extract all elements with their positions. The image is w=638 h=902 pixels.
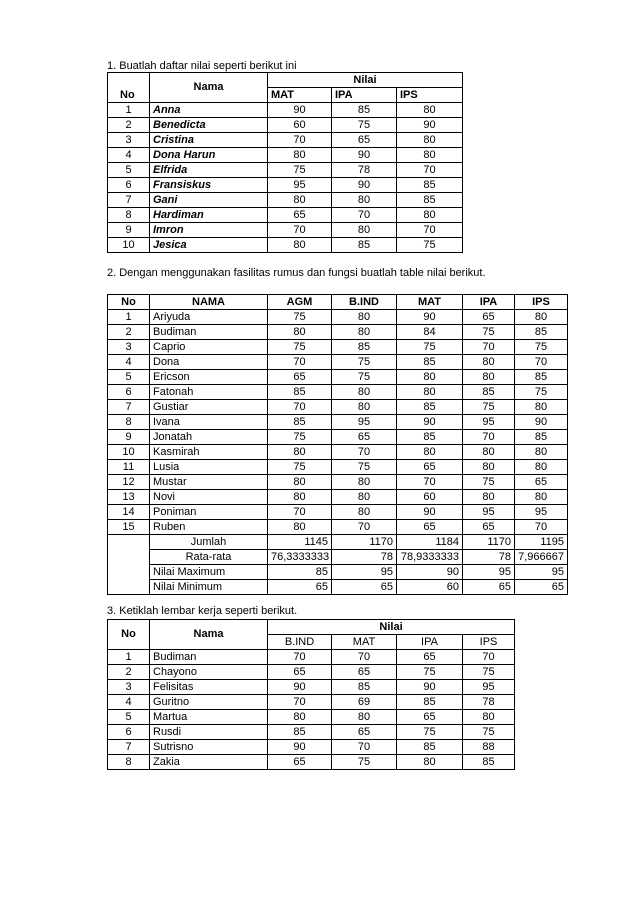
score-bind: 80 — [332, 505, 397, 520]
table-row — [108, 133, 463, 148]
row-number: 9 — [108, 430, 150, 445]
table-row — [108, 370, 568, 385]
summary-bind: 78 — [332, 550, 397, 565]
row-number: 5 — [108, 163, 150, 178]
score-bind: 80 — [268, 710, 332, 725]
row-number: 10 — [108, 445, 150, 460]
table-row — [108, 103, 463, 118]
score-ipa: 85 — [332, 103, 397, 118]
score-mat: 75 — [397, 340, 463, 355]
col-header-bind: B.IND — [332, 295, 397, 310]
summary-bind: 65 — [332, 580, 397, 595]
row-number: 7 — [108, 400, 150, 415]
score-ipa: 85 — [397, 740, 463, 755]
summary-ips: 1195 — [515, 535, 568, 550]
summary-agm: 85 — [268, 565, 332, 580]
score-agm: 85 — [268, 385, 332, 400]
summary-label: Jumlah — [150, 535, 268, 550]
summary-agm: 1145 — [268, 535, 332, 550]
table-row — [108, 445, 568, 460]
score-ipa: 75 — [463, 400, 515, 415]
summary-bind: 1170 — [332, 535, 397, 550]
summary-mat: 60 — [397, 580, 463, 595]
table-row — [108, 400, 568, 415]
row-number: 1 — [108, 650, 150, 665]
table-row — [108, 710, 515, 725]
score-ips: 90 — [515, 415, 568, 430]
score-bind: 70 — [268, 695, 332, 710]
col-header-ips: IPS — [515, 295, 568, 310]
score-agm: 70 — [268, 355, 332, 370]
score-bind: 80 — [332, 400, 397, 415]
row-number: 7 — [108, 193, 150, 208]
score-bind: 85 — [268, 725, 332, 740]
row-number: 13 — [108, 490, 150, 505]
score-mat: 95 — [268, 178, 332, 193]
score-mat: 90 — [268, 103, 332, 118]
score-agm: 75 — [268, 310, 332, 325]
score-ipa: 65 — [463, 310, 515, 325]
score-ipa: 65 — [397, 650, 463, 665]
score-bind: 90 — [268, 740, 332, 755]
student-name: Dona Harun — [150, 148, 268, 163]
score-mat: 85 — [397, 400, 463, 415]
score-ipa: 90 — [332, 178, 397, 193]
score-ips: 95 — [463, 680, 515, 695]
score-mat: 69 — [332, 695, 397, 710]
row-number: 2 — [108, 325, 150, 340]
row-number: 5 — [108, 370, 150, 385]
row-number: 10 — [108, 238, 150, 253]
table-row — [108, 118, 463, 133]
score-bind: 70 — [268, 650, 332, 665]
score-mat: 70 — [397, 475, 463, 490]
student-name: Guritno — [150, 695, 268, 710]
col-header-nilai: Nilai — [268, 620, 515, 635]
section3-heading: 3. Ketiklah lembar kerja seperti berikut. — [107, 605, 298, 617]
student-name: Budiman — [150, 325, 268, 340]
score-ips: 85 — [515, 370, 568, 385]
score-agm: 75 — [268, 430, 332, 445]
score-ipa: 80 — [463, 445, 515, 460]
score-agm: 80 — [268, 445, 332, 460]
score-agm: 75 — [268, 340, 332, 355]
score-bind: 65 — [268, 665, 332, 680]
row-number: 12 — [108, 475, 150, 490]
table-row — [108, 460, 568, 475]
row-number: 15 — [108, 520, 150, 535]
score-ips: 70 — [463, 650, 515, 665]
row-number: 8 — [108, 415, 150, 430]
row-number: 6 — [108, 725, 150, 740]
table-nilai-1 — [107, 72, 463, 253]
student-name: Lusia — [150, 460, 268, 475]
table-row — [108, 680, 515, 695]
col-header-ipa: IPA — [463, 295, 515, 310]
score-ips: 70 — [515, 520, 568, 535]
table-row — [108, 325, 568, 340]
summary-ipa: 95 — [463, 565, 515, 580]
score-ipa: 80 — [332, 223, 397, 238]
row-number: 5 — [108, 710, 150, 725]
score-ipa: 65 — [332, 133, 397, 148]
score-bind: 70 — [332, 520, 397, 535]
score-ips: 78 — [463, 695, 515, 710]
score-ips: 80 — [515, 445, 568, 460]
score-mat: 65 — [397, 520, 463, 535]
table-row — [108, 475, 568, 490]
table-row — [108, 340, 568, 355]
score-ips: 65 — [515, 475, 568, 490]
student-name: Ericson — [150, 370, 268, 385]
score-ipa: 70 — [332, 208, 397, 223]
col-header-no: No — [108, 73, 150, 103]
table-nilai-3 — [107, 619, 515, 770]
table-row — [108, 310, 568, 325]
score-ips: 70 — [397, 223, 463, 238]
blank-cell — [108, 550, 150, 565]
score-mat: 65 — [332, 665, 397, 680]
table-row — [108, 415, 568, 430]
table-row — [108, 238, 463, 253]
student-name: Fransiskus — [150, 178, 268, 193]
score-ips: 85 — [397, 193, 463, 208]
score-bind: 90 — [268, 680, 332, 695]
row-number: 3 — [108, 133, 150, 148]
score-mat: 60 — [268, 118, 332, 133]
score-mat: 80 — [397, 385, 463, 400]
score-ipa: 80 — [463, 460, 515, 475]
summary-ipa: 78 — [463, 550, 515, 565]
score-mat: 85 — [332, 680, 397, 695]
row-number: 3 — [108, 340, 150, 355]
table-row — [108, 385, 568, 400]
table-row — [108, 740, 515, 755]
table-row — [108, 505, 568, 520]
student-name: Kasmirah — [150, 445, 268, 460]
table-row — [108, 695, 515, 710]
score-ipa: 65 — [463, 520, 515, 535]
row-number: 8 — [108, 755, 150, 770]
score-ips: 80 — [397, 148, 463, 163]
student-name: Benedicta — [150, 118, 268, 133]
score-bind: 75 — [332, 370, 397, 385]
score-mat: 75 — [268, 163, 332, 178]
row-number: 6 — [108, 385, 150, 400]
score-ipa: 75 — [332, 118, 397, 133]
score-agm: 65 — [268, 370, 332, 385]
student-name: Zakia — [150, 755, 268, 770]
row-number: 6 — [108, 178, 150, 193]
score-ipa: 95 — [463, 505, 515, 520]
row-number: 2 — [108, 665, 150, 680]
summary-mat: 1184 — [397, 535, 463, 550]
score-ips: 70 — [397, 163, 463, 178]
score-agm: 85 — [268, 415, 332, 430]
score-mat: 65 — [268, 208, 332, 223]
table-nilai-2 — [107, 294, 568, 595]
student-name: Ariyuda — [150, 310, 268, 325]
student-name: Budiman — [150, 650, 268, 665]
student-name: Fatonah — [150, 385, 268, 400]
score-mat: 80 — [397, 445, 463, 460]
score-ips: 80 — [515, 400, 568, 415]
score-mat: 80 — [268, 238, 332, 253]
score-ips: 95 — [515, 505, 568, 520]
row-number: 4 — [108, 355, 150, 370]
score-ips: 75 — [515, 340, 568, 355]
score-mat: 80 — [268, 193, 332, 208]
score-agm: 80 — [268, 475, 332, 490]
row-number: 2 — [108, 118, 150, 133]
section2-heading: 2. Dengan menggunakan fasilitas rumus dan fungsi buatlah table nilai berikut. — [107, 267, 486, 279]
score-mat: 70 — [332, 740, 397, 755]
score-mat: 70 — [268, 133, 332, 148]
score-agm: 80 — [268, 325, 332, 340]
score-ipa: 65 — [397, 710, 463, 725]
col-header-bind: B.IND — [268, 635, 332, 650]
student-name: Poniman — [150, 505, 268, 520]
score-mat: 90 — [397, 505, 463, 520]
score-mat: 90 — [397, 310, 463, 325]
student-name: Felisitas — [150, 680, 268, 695]
score-bind: 85 — [332, 340, 397, 355]
score-ips: 75 — [515, 385, 568, 400]
score-mat: 70 — [332, 650, 397, 665]
summary-row — [108, 580, 568, 595]
summary-ipa: 1170 — [463, 535, 515, 550]
table-row — [108, 223, 463, 238]
table-row — [108, 148, 463, 163]
table-row — [108, 725, 515, 740]
col-header-no: No — [108, 295, 150, 310]
student-name: Mustar — [150, 475, 268, 490]
row-number: 4 — [108, 695, 150, 710]
score-ipa: 80 — [332, 193, 397, 208]
score-ipa: 75 — [463, 475, 515, 490]
score-ips: 80 — [397, 133, 463, 148]
score-ipa: 80 — [463, 370, 515, 385]
score-ips: 90 — [397, 118, 463, 133]
summary-agm: 65 — [268, 580, 332, 595]
score-agm: 70 — [268, 505, 332, 520]
score-ips: 85 — [397, 178, 463, 193]
summary-ips: 65 — [515, 580, 568, 595]
summary-label: Nilai Minimum — [150, 580, 268, 595]
row-number: 1 — [108, 103, 150, 118]
score-ips: 88 — [463, 740, 515, 755]
summary-mat: 90 — [397, 565, 463, 580]
score-mat: 84 — [397, 325, 463, 340]
student-name: Ruben — [150, 520, 268, 535]
score-ips: 80 — [397, 208, 463, 223]
score-ips: 75 — [463, 665, 515, 680]
summary-agm: 76,3333333 — [268, 550, 332, 565]
score-bind: 80 — [332, 325, 397, 340]
blank-cell — [108, 565, 150, 580]
table-row — [108, 178, 463, 193]
score-bind: 80 — [332, 475, 397, 490]
score-ipa: 85 — [332, 238, 397, 253]
student-name: Caprio — [150, 340, 268, 355]
col-header-ips: IPS — [397, 88, 463, 103]
score-ipa: 95 — [463, 415, 515, 430]
summary-ips: 7,966667 — [515, 550, 568, 565]
student-name: Elfrida — [150, 163, 268, 178]
summary-row — [108, 535, 568, 550]
student-name: Anna — [150, 103, 268, 118]
score-ips: 75 — [463, 725, 515, 740]
summary-mat: 78,9333333 — [397, 550, 463, 565]
student-name: Chayono — [150, 665, 268, 680]
col-header-mat: MAT — [332, 635, 397, 650]
student-name: Novi — [150, 490, 268, 505]
score-bind: 75 — [332, 355, 397, 370]
col-header-ipa: IPA — [397, 635, 463, 650]
summary-label: Nilai Maximum — [150, 565, 268, 580]
table-row — [108, 520, 568, 535]
summary-ips: 95 — [515, 565, 568, 580]
row-number: 8 — [108, 208, 150, 223]
score-mat: 65 — [397, 460, 463, 475]
score-agm: 80 — [268, 490, 332, 505]
score-ipa: 75 — [397, 665, 463, 680]
score-ips: 70 — [515, 355, 568, 370]
score-bind: 80 — [332, 490, 397, 505]
student-name: Dona — [150, 355, 268, 370]
row-number: 11 — [108, 460, 150, 475]
student-name: Martua — [150, 710, 268, 725]
score-mat: 80 — [332, 710, 397, 725]
score-mat: 70 — [268, 223, 332, 238]
score-agm: 70 — [268, 400, 332, 415]
table-row — [108, 163, 463, 178]
score-ips: 85 — [515, 430, 568, 445]
section1-heading: 1. Buatlah daftar nilai seperti berikut ini — [107, 60, 297, 72]
summary-label: Rata-rata — [150, 550, 268, 565]
blank-cell — [108, 580, 150, 595]
table-row — [108, 208, 463, 223]
score-ipa: 80 — [463, 490, 515, 505]
row-number: 4 — [108, 148, 150, 163]
score-mat: 60 — [397, 490, 463, 505]
score-mat: 85 — [397, 355, 463, 370]
table-row — [108, 430, 568, 445]
col-header-mat: MAT — [397, 295, 463, 310]
score-mat: 80 — [268, 148, 332, 163]
score-bind: 80 — [332, 385, 397, 400]
score-mat: 65 — [332, 725, 397, 740]
score-ips: 80 — [515, 310, 568, 325]
summary-bind: 95 — [332, 565, 397, 580]
col-header-ipa: IPA — [332, 88, 397, 103]
score-agm: 75 — [268, 460, 332, 475]
student-name: Imron — [150, 223, 268, 238]
table-row — [108, 355, 568, 370]
col-header-nama: Nama — [150, 73, 268, 103]
student-name: Hardiman — [150, 208, 268, 223]
score-ips: 75 — [397, 238, 463, 253]
score-mat: 90 — [397, 415, 463, 430]
score-bind: 75 — [332, 460, 397, 475]
student-name: Gani — [150, 193, 268, 208]
table-row — [108, 650, 515, 665]
col-header-ips: IPS — [463, 635, 515, 650]
table-row — [108, 665, 515, 680]
score-bind: 65 — [268, 755, 332, 770]
score-bind: 70 — [332, 445, 397, 460]
score-bind: 65 — [332, 430, 397, 445]
student-name: Sutrisno — [150, 740, 268, 755]
summary-ipa: 65 — [463, 580, 515, 595]
col-header-no: No — [108, 620, 150, 650]
col-header-agm: AGM — [268, 295, 332, 310]
student-name: Jonatah — [150, 430, 268, 445]
row-number: 1 — [108, 310, 150, 325]
score-ips: 85 — [515, 325, 568, 340]
score-ipa: 78 — [332, 163, 397, 178]
col-header-nama: NAMA — [150, 295, 268, 310]
row-number: 7 — [108, 740, 150, 755]
score-ipa: 80 — [463, 355, 515, 370]
summary-row — [108, 565, 568, 580]
student-name: Ivana — [150, 415, 268, 430]
table-row — [108, 490, 568, 505]
score-ips: 80 — [515, 490, 568, 505]
score-ipa: 90 — [332, 148, 397, 163]
student-name: Rusdi — [150, 725, 268, 740]
score-ipa: 75 — [397, 725, 463, 740]
score-ipa: 90 — [397, 680, 463, 695]
student-name: Jesica — [150, 238, 268, 253]
score-ipa: 75 — [463, 325, 515, 340]
col-header-nilai: Nilai — [268, 73, 463, 88]
score-bind: 95 — [332, 415, 397, 430]
score-ipa: 85 — [463, 385, 515, 400]
col-header-nama: Nama — [150, 620, 268, 650]
score-ipa: 70 — [463, 340, 515, 355]
student-name: Cristina — [150, 133, 268, 148]
col-header-mat: MAT — [268, 88, 332, 103]
score-ipa: 80 — [397, 755, 463, 770]
score-ipa: 70 — [463, 430, 515, 445]
row-number: 14 — [108, 505, 150, 520]
score-ipa: 85 — [397, 695, 463, 710]
score-ips: 80 — [397, 103, 463, 118]
table-row — [108, 755, 515, 770]
score-mat: 85 — [397, 430, 463, 445]
score-mat: 80 — [397, 370, 463, 385]
table-row — [108, 193, 463, 208]
row-number: 9 — [108, 223, 150, 238]
score-mat: 75 — [332, 755, 397, 770]
score-ips: 80 — [463, 710, 515, 725]
blank-cell — [108, 535, 150, 550]
summary-row — [108, 550, 568, 565]
score-ips: 85 — [463, 755, 515, 770]
score-ips: 80 — [515, 460, 568, 475]
row-number: 3 — [108, 680, 150, 695]
score-agm: 80 — [268, 520, 332, 535]
student-name: Gustiar — [150, 400, 268, 415]
score-bind: 80 — [332, 310, 397, 325]
